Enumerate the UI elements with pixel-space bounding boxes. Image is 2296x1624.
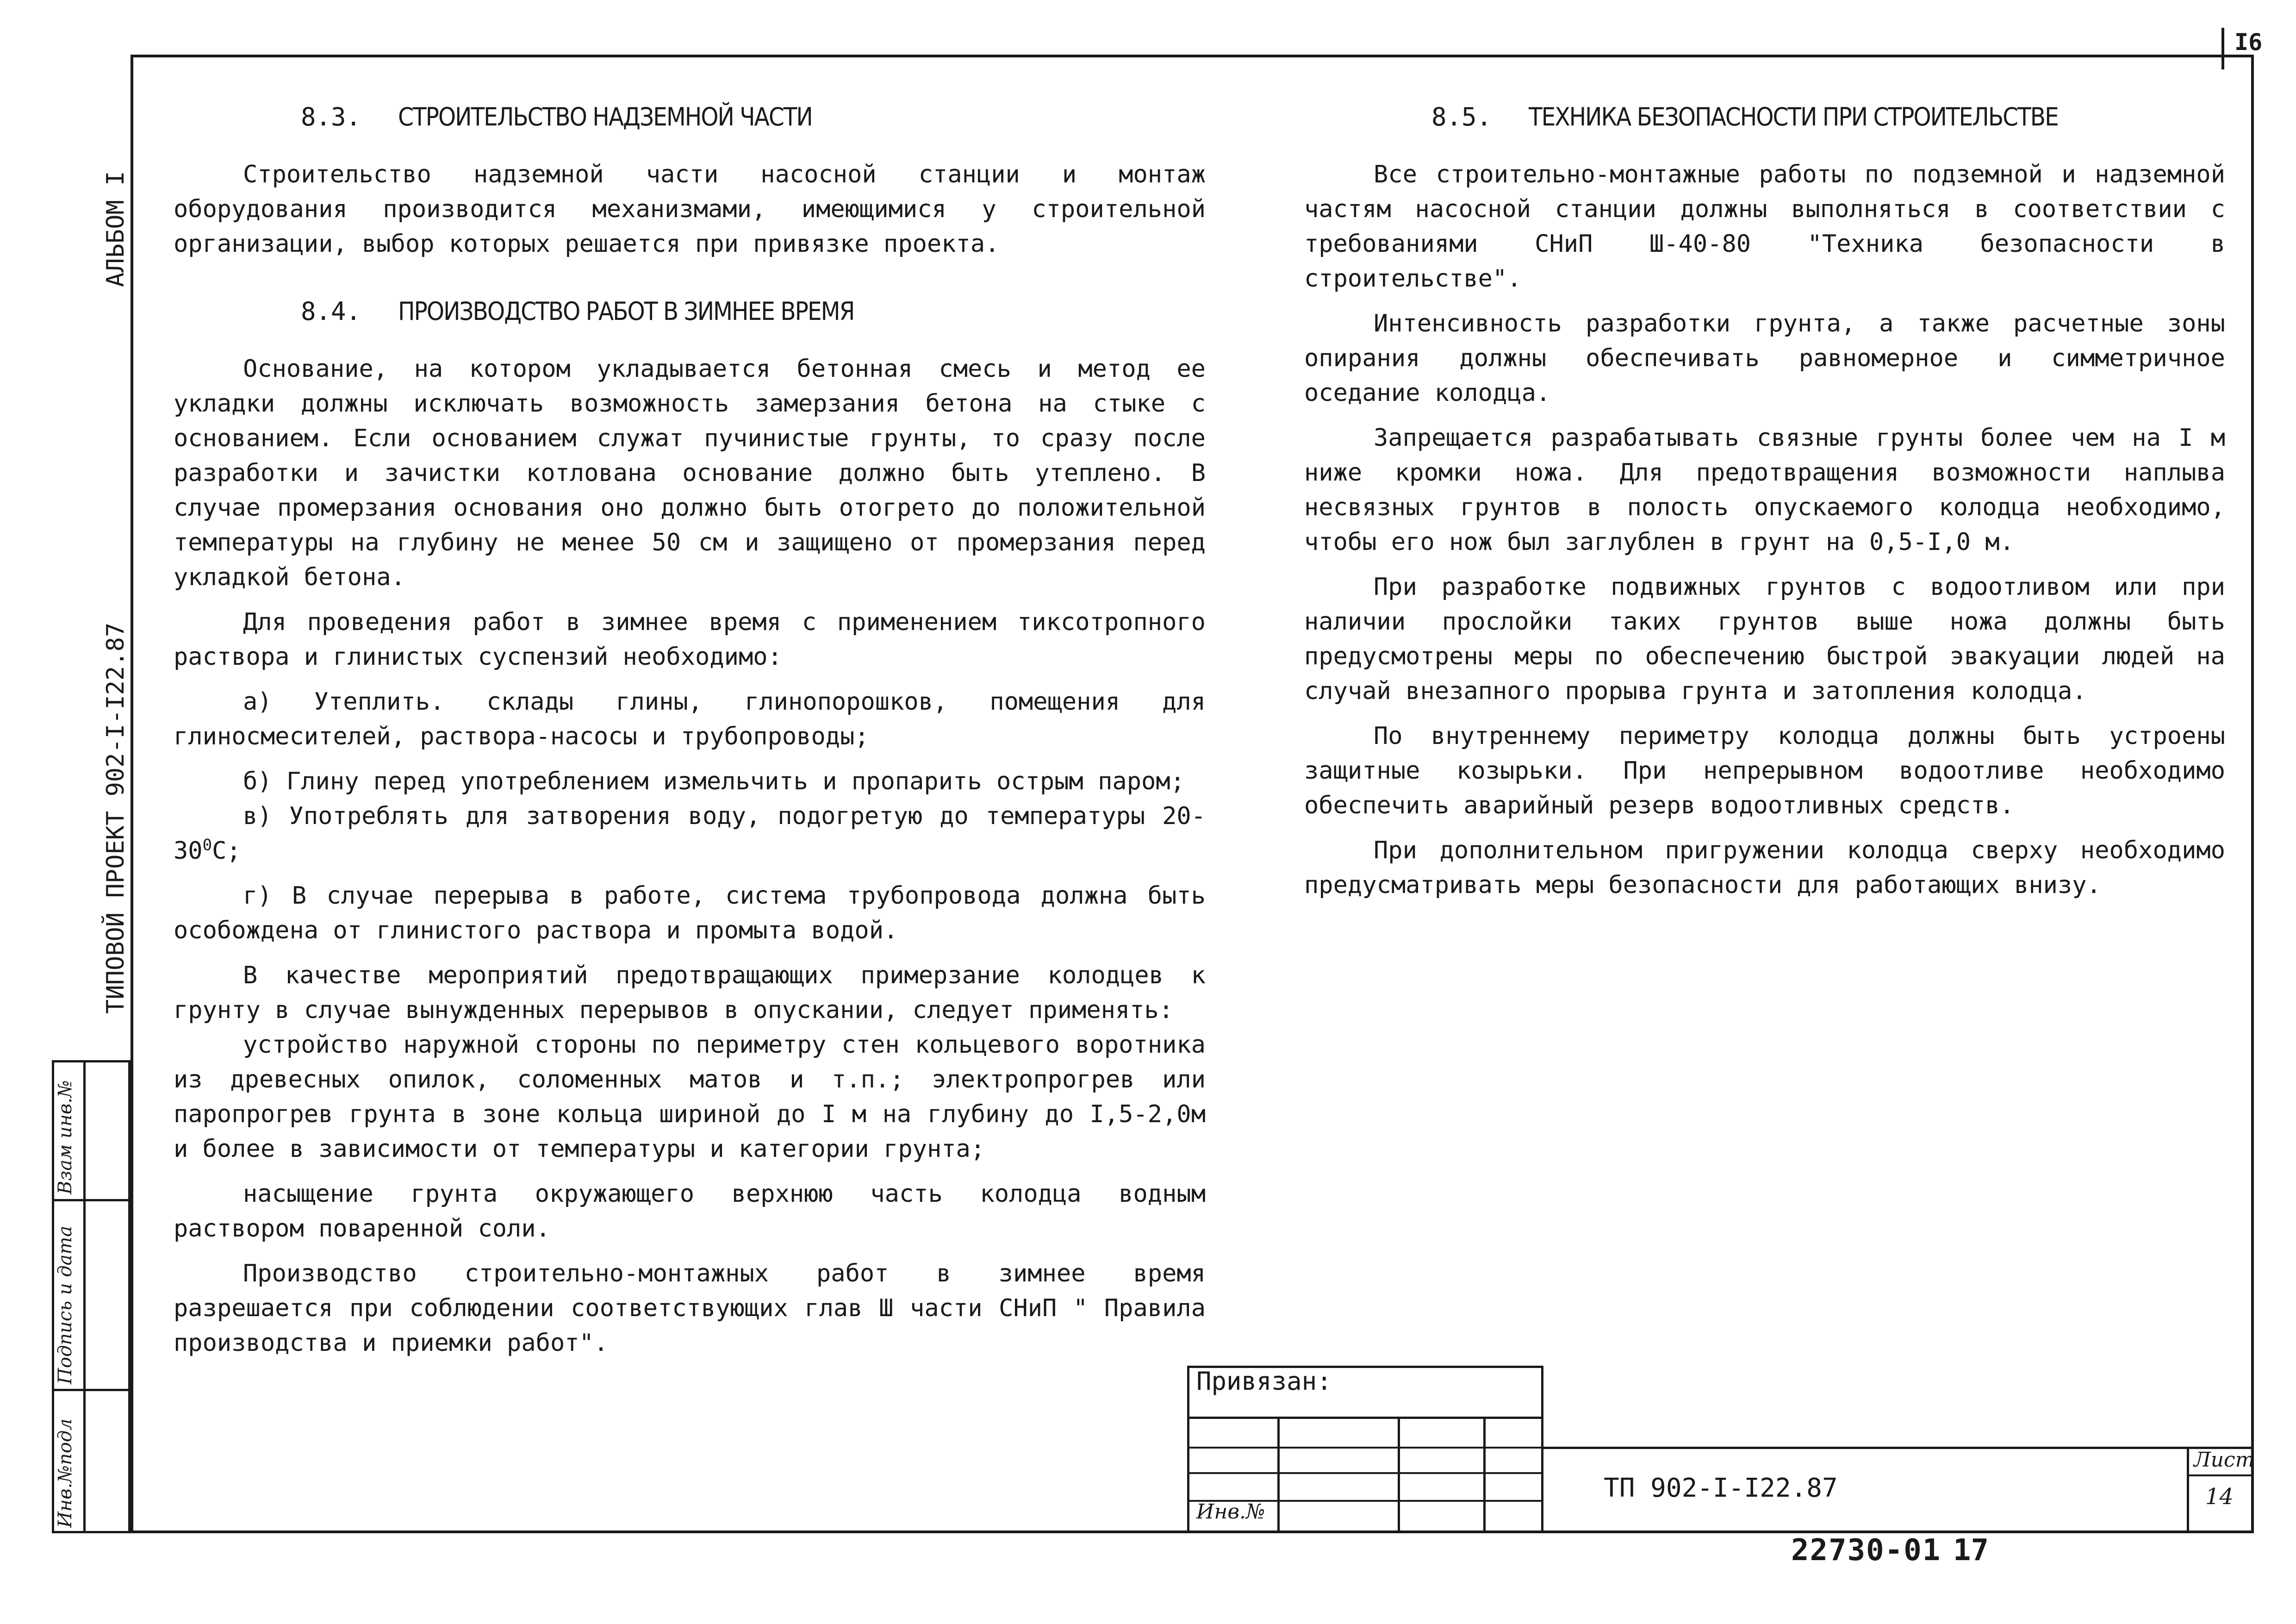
section-title: СТРОИТЕЛЬСТВО НАДЗЕМНОЙ ЧАСТИ (398, 102, 812, 131)
paragraph: Основание, на котором укладывается бетонная смесь и метод ее укладки должны исключать возможность замерзания бетона на стыке с основанием. Если основанием служат пучинистые грунты, то сразу после разработки и зачистки котлована основание должно быть утеплено. В случае промерзания основания оно должно быть отогрето до положительной температуры на глубину не менее 50 см и защищено от промерзания перед укладкой бетона. (174, 355, 1206, 591)
list-item-a: а) Утеплить. склады глины, глинопорошков, помещения для глиносмесителей, раствора-насосы и трубопроводы; (174, 688, 1206, 750)
bound-label: Привязан: (1196, 1367, 1332, 1396)
stamp-cell-inv: Инв.№подл (55, 1418, 76, 1528)
paragraph: Все строительно-монтажные работы по подземной и надземной частям насосной станции должны выполняться в соответствии с требованиями СНиП Ш-40-80 "Техника безопасности в строительстве". (1304, 161, 2225, 293)
sheet-number: 14 (2205, 1484, 2234, 1510)
album-label: АЛЬБОМ I (102, 171, 130, 287)
stamp-cell-replace: Взам инв.№ (55, 1080, 76, 1194)
paragraph: Интенсивность разработки грунта, а также расчетные зоны опирания должны обеспечивать равномерное и симметричное оседание колодца. (1304, 310, 2225, 407)
section-number: 8.4. (301, 297, 361, 326)
section-8-4-heading (301, 294, 1206, 329)
sheet-cell-divider (2187, 1474, 2254, 1476)
margin-stamp-row (52, 1199, 131, 1201)
paragraph: Запрещается разрабатывать связные грунты более чем на I м ниже кромки ножа. Для предотвращения возможности наплыва несвязных грунтов в полость опускаемого колодца необходимо, чтобы его нож был заглублен в грунт на 0,5-I,0 м. (1304, 424, 2225, 556)
project-label: ТИПОВОЙ ПРОЕКТ 902-I-I22.87 (102, 622, 130, 1014)
bound-col-line (1483, 1417, 1486, 1533)
paragraph: Производство строительно-монтажных работ в зимнее время разрешается при соблюдении соответствующих глав Ш части СНиП " Правила производства и приемки работ". (174, 1260, 1206, 1357)
section-number: 8.3. (301, 102, 361, 131)
paragraph: В качестве мероприятий предотвращающих примерзание колодцев к грунту в случае вынужденных перерывов в опускании, следует применять: (174, 962, 1206, 1024)
sheet-label: Лист (2194, 1448, 2255, 1472)
title-block-top-line (1543, 1447, 2254, 1449)
inv-label: Инв.№ (1196, 1500, 1265, 1524)
bound-row-line (1187, 1417, 1543, 1419)
degree-unit: С; (212, 837, 241, 865)
bound-row-line (1187, 1447, 1543, 1449)
paragraph: При дополнительном пригружении колодца сверху необходимо предусматривать меры безопасности для работающих внизу. (1304, 837, 2225, 899)
bound-col-line (1398, 1417, 1400, 1533)
footer-number: 22730-01 (1791, 1533, 1941, 1568)
left-column (174, 100, 1206, 1371)
footer-page: 17 (1953, 1533, 1989, 1568)
margin-stamp-divider (83, 1060, 86, 1533)
bound-col-line (1277, 1417, 1280, 1533)
list-item-v (174, 799, 1206, 868)
section-number: 8.5. (1431, 102, 1492, 131)
right-column (1304, 100, 2225, 913)
degree-sup: 0 (202, 836, 212, 855)
paragraph: При разработке подвижных грунтов с водоотливом или при наличии прослойки таких грунтов выше ножа должны быть предусмотрены меры по обеспечению быстрой эвакуации людей на случай внезапного прорыва грунта и затопления колодца. (1304, 573, 2225, 705)
section-8-3-heading (301, 100, 1206, 134)
paragraph: насыщение грунта окружающего верхнюю часть колодца водным раствором поваренной соли. (174, 1180, 1206, 1243)
section-8-5-heading (1431, 100, 2225, 134)
paragraph: устройство наружной стороны по периметру стен кольцевого воротника из древесных опилок, соломенных матов и т.п.; электропрогрев или паропрогрев грунта в зоне кольца шириной до I м на глубину до I,5-2,0м и более в зависимости от температуры и категории грунта; (174, 1031, 1206, 1163)
list-item-b: б) Глину перед употреблением измельчить и пропарить острым паром; (243, 768, 1185, 795)
section-title: ТЕХНИКА БЕЗОПАСНОСТИ ПРИ СТРОИТЕЛЬСТВЕ (1529, 102, 2058, 131)
paragraph: Для проведения работ в зимнее время с применением тиксотропного раствора и глинистых суспензий необходимо: (174, 608, 1206, 671)
page-corner-number: I6 (2234, 29, 2263, 56)
list-item-g: г) В случае перерыва в работе, система трубопровода должна быть особождена от глинистого раствора и промыта водой. (174, 882, 1206, 944)
paragraph: По внутреннему периметру колодца должны быть устроены защитные козырьки. При непрерывном водоотливе необходимо обеспечить аварийный резерв водоотливных средств. (1304, 722, 2225, 819)
bound-row-line (1187, 1472, 1543, 1474)
margin-stamp-row (52, 1389, 131, 1391)
section-title: ПРОИЗВОДСТВО РАБОТ В ЗИМНЕЕ ВРЕМЯ (398, 297, 854, 326)
paragraph: Строительство надземной части насосной станции и монтаж оборудования производится механизмами, имеющимися у строительной организации, выбор которых решается при привязке проекта. (174, 161, 1206, 258)
list-item-v-text: в) Употреблять для затворения воду, подогретую до температуры 20-30 (174, 802, 1206, 865)
stamp-cell-signature: Подпись и дата (55, 1225, 76, 1384)
designation: ТП 902-I-I22.87 (1604, 1473, 1838, 1503)
